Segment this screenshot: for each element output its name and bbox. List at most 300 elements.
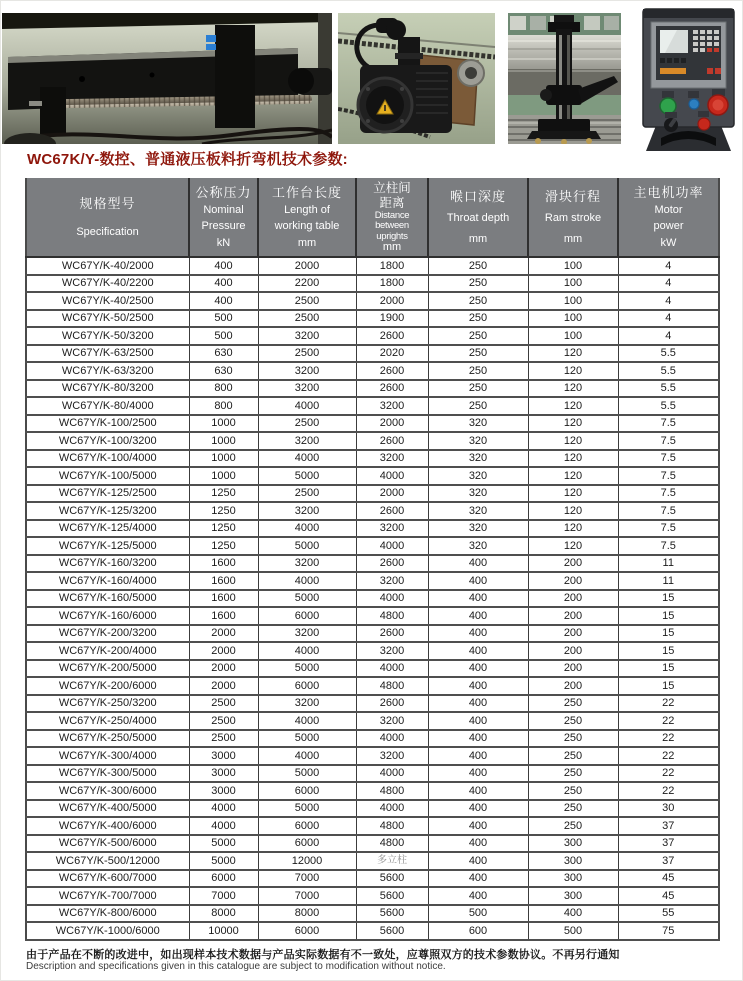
value-cell: 7000: [258, 870, 356, 888]
value-cell: 4000: [356, 660, 428, 678]
column-header: 滑块行程 Ram stroke mm: [528, 178, 618, 257]
model-cell: WC67Y/K-300/4000: [26, 747, 189, 765]
value-cell: 7.5: [618, 467, 719, 485]
value-cell: 7.5: [618, 502, 719, 520]
value-cell: 800: [189, 380, 258, 398]
value-cell: 30: [618, 800, 719, 818]
value-cell: 7.5: [618, 485, 719, 503]
value-cell: 1250: [189, 502, 258, 520]
value-cell: 5.5: [618, 362, 719, 380]
value-cell: 400: [428, 800, 528, 818]
value-cell: 250: [528, 695, 618, 713]
value-cell: 250: [428, 397, 528, 415]
model-cell: WC67Y/K-250/4000: [26, 712, 189, 730]
value-cell: 15: [618, 642, 719, 660]
mode-button-icon: [689, 99, 699, 109]
value-cell: 100: [528, 327, 618, 345]
value-cell: 400: [428, 747, 528, 765]
table-row: [26, 362, 719, 380]
value-cell: 3200: [258, 502, 356, 520]
value-cell: 100: [528, 292, 618, 310]
value-cell: 4: [618, 292, 719, 310]
value-cell: 2000: [189, 625, 258, 643]
value-cell: 22: [618, 765, 719, 783]
table-row: [26, 397, 719, 415]
value-cell: 400: [428, 870, 528, 888]
table-row: [26, 852, 719, 870]
value-cell: 4000: [258, 572, 356, 590]
value-cell: 22: [618, 712, 719, 730]
value-cell: 250: [428, 257, 528, 275]
value-cell: 1250: [189, 537, 258, 555]
value-cell: 6000: [258, 817, 356, 835]
value-cell: 400: [428, 782, 528, 800]
value-cell: 300: [528, 870, 618, 888]
value-cell: 3200: [258, 695, 356, 713]
value-cell: 250: [428, 345, 528, 363]
value-cell: 300: [528, 852, 618, 870]
start-button-icon: [660, 98, 676, 114]
value-cell: 120: [528, 380, 618, 398]
value-cell: 630: [189, 362, 258, 380]
value-cell: 3200: [258, 362, 356, 380]
model-cell: WC67Y/K-800/6000: [26, 905, 189, 923]
value-cell: 400: [428, 730, 528, 748]
spec-table-header: [26, 178, 719, 257]
value-cell: 4000: [258, 747, 356, 765]
table-row: [26, 800, 719, 818]
value-cell: 1000: [189, 415, 258, 433]
value-cell: 3200: [356, 712, 428, 730]
value-cell: 3200: [258, 432, 356, 450]
value-cell: 250: [528, 800, 618, 818]
column-header: 喉口深度 Throat depth mm: [428, 178, 528, 257]
value-cell: 2600: [356, 327, 428, 345]
value-cell: 320: [428, 432, 528, 450]
value-cell: 15: [618, 590, 719, 608]
value-cell: 400: [189, 257, 258, 275]
control-pendant-illustration: [637, 5, 740, 152]
value-cell: 120: [528, 345, 618, 363]
model-cell: WC67Y/K-600/7000: [26, 870, 189, 888]
value-cell: 2020: [356, 345, 428, 363]
value-cell: 400: [428, 625, 528, 643]
value-cell: 5000: [258, 467, 356, 485]
value-cell: 250: [428, 380, 528, 398]
value-cell: 400: [428, 695, 528, 713]
value-cell: 3200: [356, 397, 428, 415]
value-cell: 5000: [258, 730, 356, 748]
value-cell: 4000: [189, 817, 258, 835]
value-cell: 8000: [189, 905, 258, 923]
value-cell: 12000: [258, 852, 356, 870]
value-cell: 2500: [258, 415, 356, 433]
model-cell: WC67Y/K-40/2500: [26, 292, 189, 310]
model-cell: WC67Y/K-100/3200: [26, 432, 189, 450]
value-cell: 4000: [356, 467, 428, 485]
value-cell: 2000: [189, 677, 258, 695]
value-cell: 120: [528, 520, 618, 538]
value-cell: 3200: [258, 555, 356, 573]
value-cell: 2000: [356, 415, 428, 433]
value-cell: 320: [428, 415, 528, 433]
value-cell: 2000: [189, 660, 258, 678]
table-row: [26, 782, 719, 800]
backgauge-ballscrew-illustration: [2, 13, 332, 144]
table-row: [26, 817, 719, 835]
model-cell: WC67Y/K-40/2200: [26, 275, 189, 293]
value-cell: 3000: [189, 782, 258, 800]
value-cell: 5000: [258, 590, 356, 608]
table-row: [26, 257, 719, 275]
model-cell: WC67Y/K-160/6000: [26, 607, 189, 625]
model-cell: WC67Y/K-50/3200: [26, 327, 189, 345]
page-title: WC67K/Y-数控、普通液压板料折弯机技术参数:: [27, 151, 348, 168]
table-row: [26, 467, 719, 485]
value-cell: 3200: [356, 450, 428, 468]
value-cell: 400: [428, 607, 528, 625]
table-row: [26, 835, 719, 853]
value-cell: 6000: [258, 782, 356, 800]
model-cell: WC67Y/K-125/3200: [26, 502, 189, 520]
value-cell: 5000: [258, 765, 356, 783]
column-header: 主电机功率 Motor power kW: [618, 178, 719, 257]
value-cell: 75: [618, 922, 719, 940]
table-row: [26, 502, 719, 520]
value-cell: 500: [528, 922, 618, 940]
value-cell: 320: [428, 450, 528, 468]
value-cell: 200: [528, 590, 618, 608]
value-cell: 400: [428, 765, 528, 783]
value-cell: 45: [618, 870, 719, 888]
value-cell: 4000: [258, 450, 356, 468]
spec-table-body: [26, 257, 719, 940]
table-row: [26, 870, 719, 888]
value-cell: 15: [618, 607, 719, 625]
value-cell: 500: [189, 327, 258, 345]
value-cell: 5600: [356, 887, 428, 905]
value-cell: 250: [528, 712, 618, 730]
model-cell: WC67Y/K-160/4000: [26, 572, 189, 590]
value-cell: 400: [428, 660, 528, 678]
value-cell: 4000: [258, 642, 356, 660]
model-cell: WC67Y/K-100/4000: [26, 450, 189, 468]
backgauge-ballscrew-photo: [2, 13, 332, 144]
value-cell: 4800: [356, 817, 428, 835]
value-cell: 1250: [189, 520, 258, 538]
value-cell: 7.5: [618, 537, 719, 555]
value-cell: 37: [618, 835, 719, 853]
value-cell: 120: [528, 362, 618, 380]
table-row: [26, 922, 719, 940]
value-cell: 多立柱: [356, 852, 428, 870]
value-cell: 250: [528, 782, 618, 800]
value-cell: 22: [618, 730, 719, 748]
value-cell: 250: [428, 292, 528, 310]
value-cell: 22: [618, 782, 719, 800]
value-cell: 120: [528, 415, 618, 433]
value-cell: 6000: [189, 870, 258, 888]
value-cell: 400: [189, 292, 258, 310]
model-cell: WC67Y/K-80/4000: [26, 397, 189, 415]
table-row: [26, 537, 719, 555]
value-cell: 22: [618, 747, 719, 765]
footer-note-en: Description and specifications given in this catalogue are subject to modification without notice.: [26, 961, 446, 972]
value-cell: 2600: [356, 432, 428, 450]
model-cell: WC67Y/K-250/5000: [26, 730, 189, 748]
value-cell: 120: [528, 397, 618, 415]
value-cell: 250: [428, 362, 528, 380]
value-cell: 200: [528, 625, 618, 643]
spec-table: [25, 178, 720, 941]
value-cell: 6000: [258, 607, 356, 625]
value-cell: 3200: [258, 625, 356, 643]
table-row: [26, 345, 719, 363]
table-row: [26, 712, 719, 730]
stop-button-icon: [698, 118, 710, 130]
table-row: [26, 555, 719, 573]
support-stand-illustration: [508, 13, 621, 144]
table-row: [26, 905, 719, 923]
value-cell: 4000: [189, 800, 258, 818]
value-cell: 2600: [356, 695, 428, 713]
value-cell: 5000: [258, 660, 356, 678]
value-cell: 3200: [356, 747, 428, 765]
value-cell: 400: [428, 590, 528, 608]
value-cell: 400: [428, 835, 528, 853]
value-cell: 120: [528, 450, 618, 468]
value-cell: 1800: [356, 275, 428, 293]
table-row: [26, 275, 719, 293]
value-cell: 1600: [189, 607, 258, 625]
value-cell: 55: [618, 905, 719, 923]
table-row: [26, 695, 719, 713]
value-cell: 630: [189, 345, 258, 363]
value-cell: 200: [528, 572, 618, 590]
servo-motor-illustration: [338, 13, 495, 144]
value-cell: 400: [428, 642, 528, 660]
value-cell: 37: [618, 852, 719, 870]
value-cell: 500: [189, 310, 258, 328]
model-cell: WC67Y/K-250/3200: [26, 695, 189, 713]
value-cell: 4: [618, 327, 719, 345]
value-cell: 320: [428, 520, 528, 538]
column-header: 规格型号 Specification: [26, 178, 189, 257]
value-cell: 250: [528, 817, 618, 835]
table-row: [26, 292, 719, 310]
model-cell: WC67Y/K-63/3200: [26, 362, 189, 380]
value-cell: 320: [428, 467, 528, 485]
value-cell: 120: [528, 432, 618, 450]
footer-note-zh: 由于产品在不断的改进中，如出现样本技术数据与产品实际数据有不一致处，应尊照双方的技术参数协议。不再另行通知: [26, 949, 620, 961]
table-row: [26, 485, 719, 503]
value-cell: 2500: [258, 345, 356, 363]
model-cell: WC67Y/K-63/2500: [26, 345, 189, 363]
value-cell: 5.5: [618, 397, 719, 415]
value-cell: 120: [528, 537, 618, 555]
value-cell: 1900: [356, 310, 428, 328]
value-cell: 3200: [258, 327, 356, 345]
value-cell: 7.5: [618, 450, 719, 468]
value-cell: 250: [428, 327, 528, 345]
table-row: [26, 730, 719, 748]
value-cell: 300: [528, 835, 618, 853]
table-row: [26, 310, 719, 328]
value-cell: 2600: [356, 555, 428, 573]
model-cell: WC67Y/K-100/2500: [26, 415, 189, 433]
value-cell: 4000: [356, 800, 428, 818]
value-cell: 400: [428, 852, 528, 870]
value-cell: 400: [428, 572, 528, 590]
value-cell: 1000: [189, 450, 258, 468]
value-cell: 800: [189, 397, 258, 415]
value-cell: 5000: [189, 852, 258, 870]
value-cell: 2600: [356, 625, 428, 643]
value-cell: 500: [428, 905, 528, 923]
model-cell: WC67Y/K-400/6000: [26, 817, 189, 835]
value-cell: 400: [428, 712, 528, 730]
value-cell: 3000: [189, 765, 258, 783]
value-cell: 4000: [356, 537, 428, 555]
model-cell: WC67Y/K-200/6000: [26, 677, 189, 695]
value-cell: 4800: [356, 677, 428, 695]
model-cell: WC67Y/K-100/5000: [26, 467, 189, 485]
value-cell: 5000: [258, 537, 356, 555]
model-cell: WC67Y/K-400/5000: [26, 800, 189, 818]
value-cell: 15: [618, 660, 719, 678]
table-row: [26, 747, 719, 765]
value-cell: 2500: [189, 730, 258, 748]
value-cell: 320: [428, 537, 528, 555]
model-cell: WC67Y/K-300/6000: [26, 782, 189, 800]
value-cell: 5000: [258, 800, 356, 818]
value-cell: 2000: [356, 485, 428, 503]
table-row: [26, 660, 719, 678]
value-cell: 4000: [258, 397, 356, 415]
value-cell: 7.5: [618, 432, 719, 450]
value-cell: 4800: [356, 607, 428, 625]
value-cell: 250: [528, 730, 618, 748]
model-cell: WC67Y/K-160/5000: [26, 590, 189, 608]
servo-motor-photo: [338, 13, 495, 144]
value-cell: 2000: [258, 257, 356, 275]
value-cell: 4000: [356, 590, 428, 608]
table-row: [26, 887, 719, 905]
value-cell: 250: [528, 765, 618, 783]
table-row: [26, 380, 719, 398]
value-cell: 300: [528, 887, 618, 905]
value-cell: 15: [618, 625, 719, 643]
table-row: [26, 642, 719, 660]
value-cell: 1000: [189, 467, 258, 485]
value-cell: 2600: [356, 362, 428, 380]
model-cell: WC67Y/K-200/3200: [26, 625, 189, 643]
value-cell: 1600: [189, 590, 258, 608]
value-cell: 3200: [356, 572, 428, 590]
value-cell: 5.5: [618, 345, 719, 363]
value-cell: 11: [618, 572, 719, 590]
control-pendant-photo: [637, 5, 740, 152]
column-header: 工作台长度 Length of working table mm: [258, 178, 356, 257]
value-cell: 2600: [356, 380, 428, 398]
value-cell: 200: [528, 677, 618, 695]
value-cell: 4: [618, 310, 719, 328]
value-cell: 1800: [356, 257, 428, 275]
value-cell: 22: [618, 695, 719, 713]
value-cell: 2000: [356, 292, 428, 310]
value-cell: 1000: [189, 432, 258, 450]
value-cell: 8000: [258, 905, 356, 923]
value-cell: 250: [428, 275, 528, 293]
spec-table-header-row: [26, 178, 719, 257]
value-cell: 2500: [258, 485, 356, 503]
value-cell: 400: [428, 887, 528, 905]
value-cell: 1250: [189, 485, 258, 503]
value-cell: 5.5: [618, 380, 719, 398]
table-row: [26, 450, 719, 468]
value-cell: 250: [528, 747, 618, 765]
value-cell: 400: [189, 275, 258, 293]
value-cell: 5600: [356, 870, 428, 888]
value-cell: 7.5: [618, 520, 719, 538]
value-cell: 3200: [356, 642, 428, 660]
value-cell: 200: [528, 555, 618, 573]
value-cell: 200: [528, 660, 618, 678]
value-cell: 5600: [356, 922, 428, 940]
value-cell: 6000: [258, 677, 356, 695]
table-row: [26, 572, 719, 590]
value-cell: 2000: [189, 642, 258, 660]
model-cell: WC67Y/K-300/5000: [26, 765, 189, 783]
value-cell: 600: [428, 922, 528, 940]
column-header: 立柱间 距离 Distance between uprights mm: [356, 178, 428, 257]
value-cell: 4800: [356, 835, 428, 853]
value-cell: 5600: [356, 905, 428, 923]
value-cell: 400: [428, 817, 528, 835]
model-cell: WC67Y/K-160/3200: [26, 555, 189, 573]
value-cell: 7000: [189, 887, 258, 905]
model-cell: WC67Y/K-200/4000: [26, 642, 189, 660]
model-cell: WC67Y/K-125/4000: [26, 520, 189, 538]
value-cell: 37: [618, 817, 719, 835]
value-cell: 400: [428, 555, 528, 573]
value-cell: 2500: [258, 292, 356, 310]
model-cell: WC67Y/K-500/6000: [26, 835, 189, 853]
value-cell: 400: [428, 677, 528, 695]
value-cell: 100: [528, 275, 618, 293]
value-cell: 400: [528, 905, 618, 923]
table-row: [26, 590, 719, 608]
value-cell: 1600: [189, 572, 258, 590]
value-cell: 250: [428, 310, 528, 328]
table-row: [26, 625, 719, 643]
column-header: 公称压力 Nominal Pressure kN: [189, 178, 258, 257]
table-row: [26, 520, 719, 538]
table-row: [26, 677, 719, 695]
model-cell: WC67Y/K-200/5000: [26, 660, 189, 678]
value-cell: 320: [428, 502, 528, 520]
value-cell: 3200: [356, 520, 428, 538]
value-cell: 200: [528, 642, 618, 660]
model-cell: WC67Y/K-500/12000: [26, 852, 189, 870]
value-cell: 2500: [258, 310, 356, 328]
table-row: [26, 765, 719, 783]
value-cell: 2200: [258, 275, 356, 293]
value-cell: 6000: [258, 835, 356, 853]
value-cell: 7000: [258, 887, 356, 905]
value-cell: 2500: [189, 695, 258, 713]
value-cell: 200: [528, 607, 618, 625]
